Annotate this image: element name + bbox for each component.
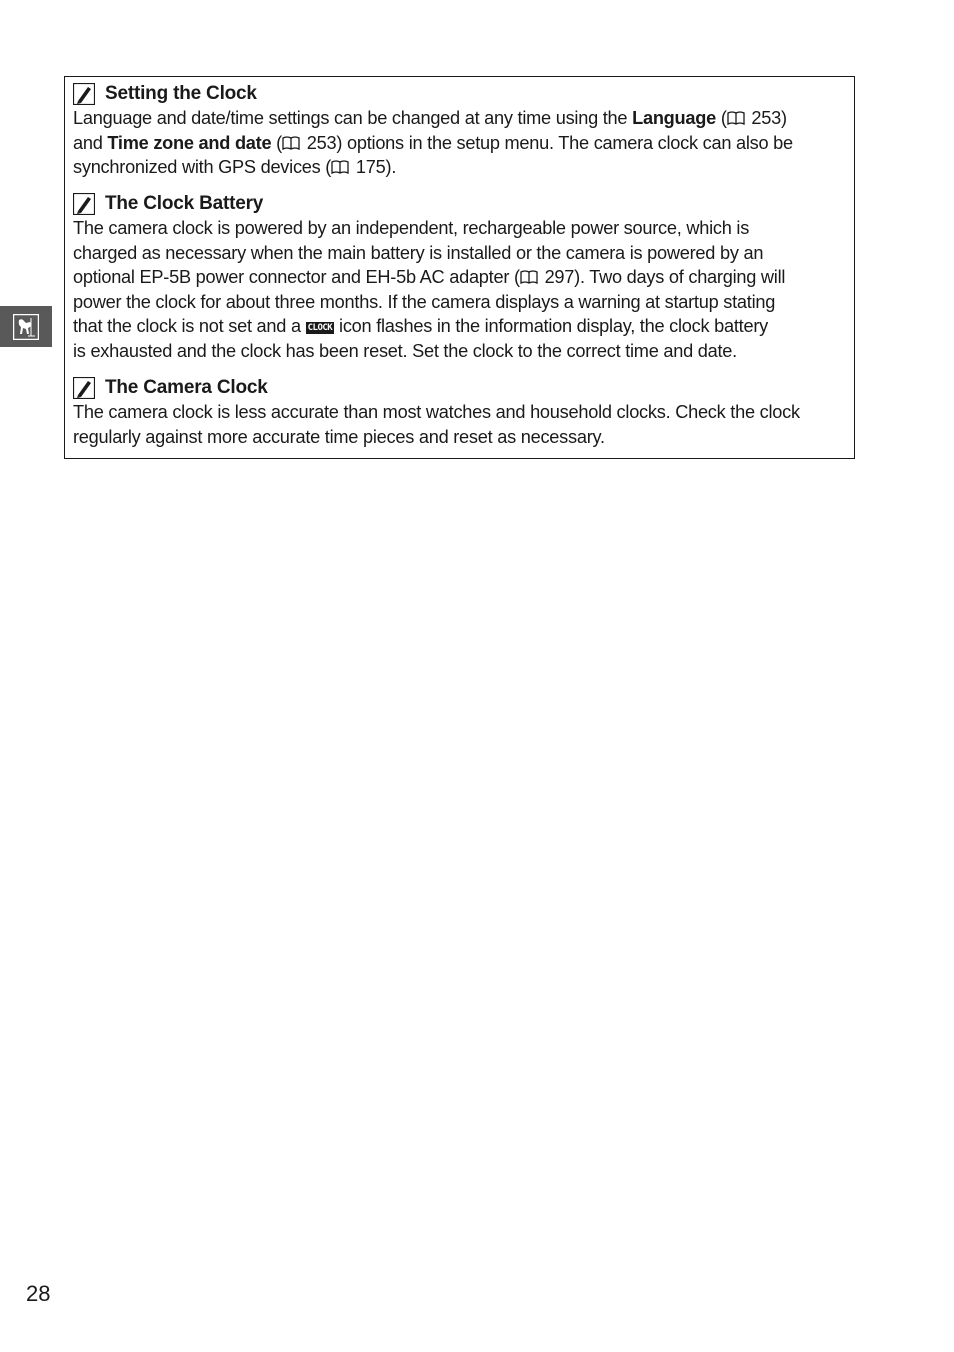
note-setting-the-clock <box>73 82 849 180</box>
note-body <box>73 400 849 449</box>
body-text: power the clock for about three months. If the camera displays a warning at startup stating <box>73 291 776 312</box>
setup-menu-icon <box>13 314 39 340</box>
note-heading <box>73 192 849 216</box>
pencil-note-icon <box>73 377 95 399</box>
page-reference-icon <box>331 160 349 174</box>
clock-warning-icon: CLOCK <box>307 323 333 333</box>
body-text: is exhausted and the clock has been reset. Set the clock to the correct time and date. <box>73 340 737 361</box>
note-clock-battery <box>73 192 849 363</box>
page-reference-icon <box>520 270 538 284</box>
note-heading <box>73 82 849 106</box>
menu-item-time-zone: Time zone and date <box>107 132 272 153</box>
body-text: that the clock is not set and a <box>73 316 306 336</box>
pencil-note-icon <box>73 193 95 215</box>
page-reference-icon <box>727 111 745 125</box>
body-text: 253) <box>746 108 787 128</box>
paren: ( <box>720 108 727 128</box>
body-text: Language and date/time settings can be changed at any time using the <box>73 108 633 128</box>
note-body <box>73 216 849 363</box>
pencil-note-icon <box>73 83 95 105</box>
heading-text: The Clock Battery <box>105 193 264 214</box>
heading-text: The Camera Clock <box>105 377 268 398</box>
body-text: regularly against more accurate time pieces and reset as necessary. <box>73 426 605 447</box>
body-text: and <box>73 132 108 153</box>
menu-item-language: Language <box>632 108 716 128</box>
note-camera-clock <box>73 376 849 449</box>
page-reference-icon <box>282 136 300 150</box>
body-text: synchronized with GPS devices ( <box>73 157 332 177</box>
body-text: 175). <box>351 157 397 177</box>
note-heading <box>73 376 849 400</box>
note-body <box>73 106 849 180</box>
body-text: 253) options in the setup menu. The camera clock can also be <box>301 132 793 153</box>
body-text: icon flashes in the information display, the clock battery <box>334 316 768 336</box>
body-text: The camera clock is powered by an independent, rechargeable power source, which is <box>73 218 750 238</box>
chapter-tab <box>0 306 52 347</box>
page-number: 28 <box>26 1281 51 1306</box>
body-text: charged as necessary when the main battery is installed or the camera is powered by an <box>73 242 764 263</box>
body-text: optional EP-5B power connector and EH-5b AC adapter ( <box>73 267 520 287</box>
paren: ( <box>276 132 282 153</box>
heading-text: Setting the Clock <box>105 83 257 104</box>
notes-box <box>64 76 855 459</box>
body-text: The camera clock is less accurate than most watches and household clocks. Check the clock <box>73 402 800 422</box>
body-text: 297). Two days of charging will <box>539 267 786 287</box>
